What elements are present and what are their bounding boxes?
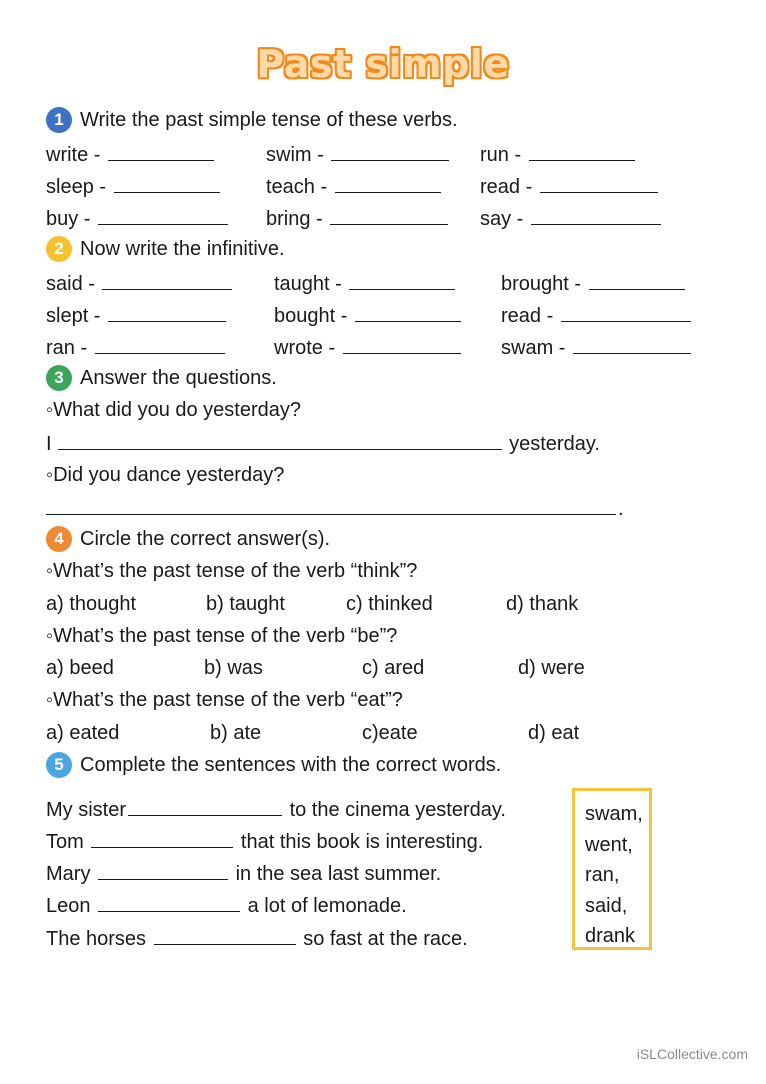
answer-blank[interactable] [108, 301, 226, 322]
answer-blank[interactable] [58, 429, 502, 450]
ex1-item [266, 140, 451, 168]
verb-label: ran - [46, 337, 88, 359]
verb-label: swim - [266, 144, 324, 166]
ex2-item [501, 301, 693, 329]
number-4-badge: 4 [46, 526, 72, 552]
number-5-badge: 5 [46, 752, 72, 778]
sentence-end: in the sea last summer. [235, 863, 442, 885]
sentence-line [46, 827, 483, 855]
ex2-item [274, 301, 463, 329]
answer-line [46, 494, 624, 522]
ex1-item [46, 204, 230, 232]
sentence-end: that this book is interesting. [240, 831, 484, 853]
answer-blank[interactable] [108, 140, 214, 161]
section-2-instruction: Now write the infinitive. [80, 238, 285, 260]
word-bank-box [572, 788, 652, 950]
question-text: ◦What did you do yesterday? [46, 399, 302, 421]
word-bank-item: went, [585, 833, 633, 856]
answer-blank[interactable] [102, 269, 232, 290]
answer-option[interactable]: a) thought [46, 593, 137, 615]
word-bank-item: said, [585, 894, 628, 917]
answer-blank[interactable] [91, 827, 233, 848]
answer-option[interactable]: b) was [204, 657, 263, 679]
ex1-item [46, 172, 222, 200]
sentence-start: My sister [46, 799, 126, 821]
answer-option[interactable]: c) ared [362, 657, 425, 679]
verb-label: taught - [274, 273, 342, 295]
site-watermark: iSLCollective.com [636, 1046, 748, 1062]
answer-blank[interactable] [46, 494, 616, 515]
verb-label: write - [46, 144, 101, 166]
question-text: ◦Did you dance yesterday? [46, 464, 285, 486]
answer-line [46, 429, 600, 457]
ex1-item [480, 172, 660, 200]
answer-option[interactable]: d) thank [506, 593, 579, 615]
verb-label: teach - [266, 176, 328, 198]
answer-blank[interactable] [98, 859, 228, 880]
answer-prefix: I [46, 433, 52, 455]
verb-label: bought - [274, 305, 348, 327]
section-4-heading [46, 526, 330, 552]
answer-blank[interactable] [128, 795, 282, 816]
sentence-start: Mary [46, 863, 91, 885]
answer-blank[interactable] [540, 172, 658, 193]
sentence-line [46, 891, 407, 919]
verb-label: read - [480, 176, 533, 198]
verb-label: say - [480, 208, 524, 230]
ex2-item [501, 333, 693, 361]
verb-label: sleep - [46, 176, 107, 198]
answer-blank[interactable] [98, 891, 240, 912]
answer-blank[interactable] [154, 924, 296, 945]
section-4-instruction: Circle the correct answer(s). [80, 528, 331, 550]
answer-option[interactable]: d) eat [528, 722, 580, 744]
ex2-item [274, 269, 457, 297]
ex1-item [46, 140, 216, 168]
sentence-start: Leon [46, 895, 91, 917]
sentence-end: a lot of lemonade. [247, 895, 407, 917]
answer-option[interactable]: d) were [518, 657, 585, 679]
answer-blank[interactable] [95, 333, 225, 354]
answer-suffix: yesterday. [509, 433, 600, 455]
word-bank-item: drank [585, 925, 636, 947]
answer-blank[interactable] [531, 204, 661, 225]
number-3-badge: 3 [46, 365, 72, 391]
sentence-line [46, 924, 468, 952]
answer-blank[interactable] [343, 333, 461, 354]
answer-option[interactable]: a) beed [46, 657, 114, 679]
verb-label: bring - [266, 208, 323, 230]
verb-label: wrote - [274, 337, 336, 359]
answer-blank[interactable] [98, 204, 228, 225]
sentence-line [46, 795, 506, 823]
ex1-item [266, 172, 443, 200]
ex2-item [46, 301, 228, 329]
sentence-end: to the cinema yesterday. [289, 799, 506, 821]
ex2-item [46, 269, 234, 297]
worksheet-title: Past simple [256, 42, 510, 86]
answer-option[interactable]: c) thinked [346, 593, 433, 615]
answer-blank[interactable] [573, 333, 691, 354]
verb-label: slept - [46, 305, 101, 327]
answer-blank[interactable] [355, 301, 461, 322]
verb-label: brought - [501, 273, 582, 295]
section-5-instruction: Complete the sentences with the correct words. [80, 754, 502, 776]
ex1-item [480, 204, 663, 232]
answer-blank[interactable] [349, 269, 455, 290]
sentence-end: so fast at the race. [303, 928, 468, 950]
answer-option[interactable]: b) ate [210, 722, 262, 744]
answer-option[interactable]: c)eate [362, 722, 418, 744]
word-bank-item: ran, [585, 864, 620, 886]
answer-blank[interactable] [330, 204, 448, 225]
question-text: ◦What’s the past tense of the verb “eat”? [46, 689, 403, 711]
section-5-heading [46, 752, 501, 778]
answer-blank[interactable] [561, 301, 691, 322]
section-1-instruction: Write the past simple tense of these verbs. [80, 109, 458, 131]
question-text: ◦What’s the past tense of the verb “be”? [46, 625, 398, 647]
ex1-item [266, 204, 450, 232]
number-1-badge: 1 [46, 107, 72, 133]
sentence-line [46, 859, 441, 887]
answer-blank[interactable] [589, 269, 685, 290]
ex2-item [274, 333, 463, 361]
verb-label: said - [46, 273, 95, 295]
answer-suffix: . [618, 498, 624, 520]
answer-blank[interactable] [335, 172, 441, 193]
verb-label: run - [480, 144, 522, 166]
answer-blank[interactable] [114, 172, 220, 193]
answer-blank[interactable] [331, 140, 449, 161]
answer-blank[interactable] [529, 140, 635, 161]
answer-option[interactable]: a) eated [46, 722, 120, 744]
section-2-heading [46, 236, 285, 262]
verb-label: read - [501, 305, 554, 327]
section-3-instruction: Answer the questions. [80, 367, 277, 389]
word-bank-item: swam, [585, 803, 643, 825]
ex2-item [46, 333, 227, 361]
ex1-item [480, 140, 637, 168]
sentence-start: The horses [46, 928, 147, 950]
section-1-heading [46, 107, 458, 133]
answer-option[interactable]: b) taught [206, 593, 285, 615]
ex2-item [501, 269, 687, 297]
number-2-badge: 2 [46, 236, 72, 262]
section-3-heading [46, 365, 277, 391]
verb-label: buy - [46, 208, 91, 230]
verb-label: swam - [501, 337, 566, 359]
sentence-start: Tom [46, 831, 84, 853]
question-text: ◦What’s the past tense of the verb “think”? [46, 560, 418, 582]
